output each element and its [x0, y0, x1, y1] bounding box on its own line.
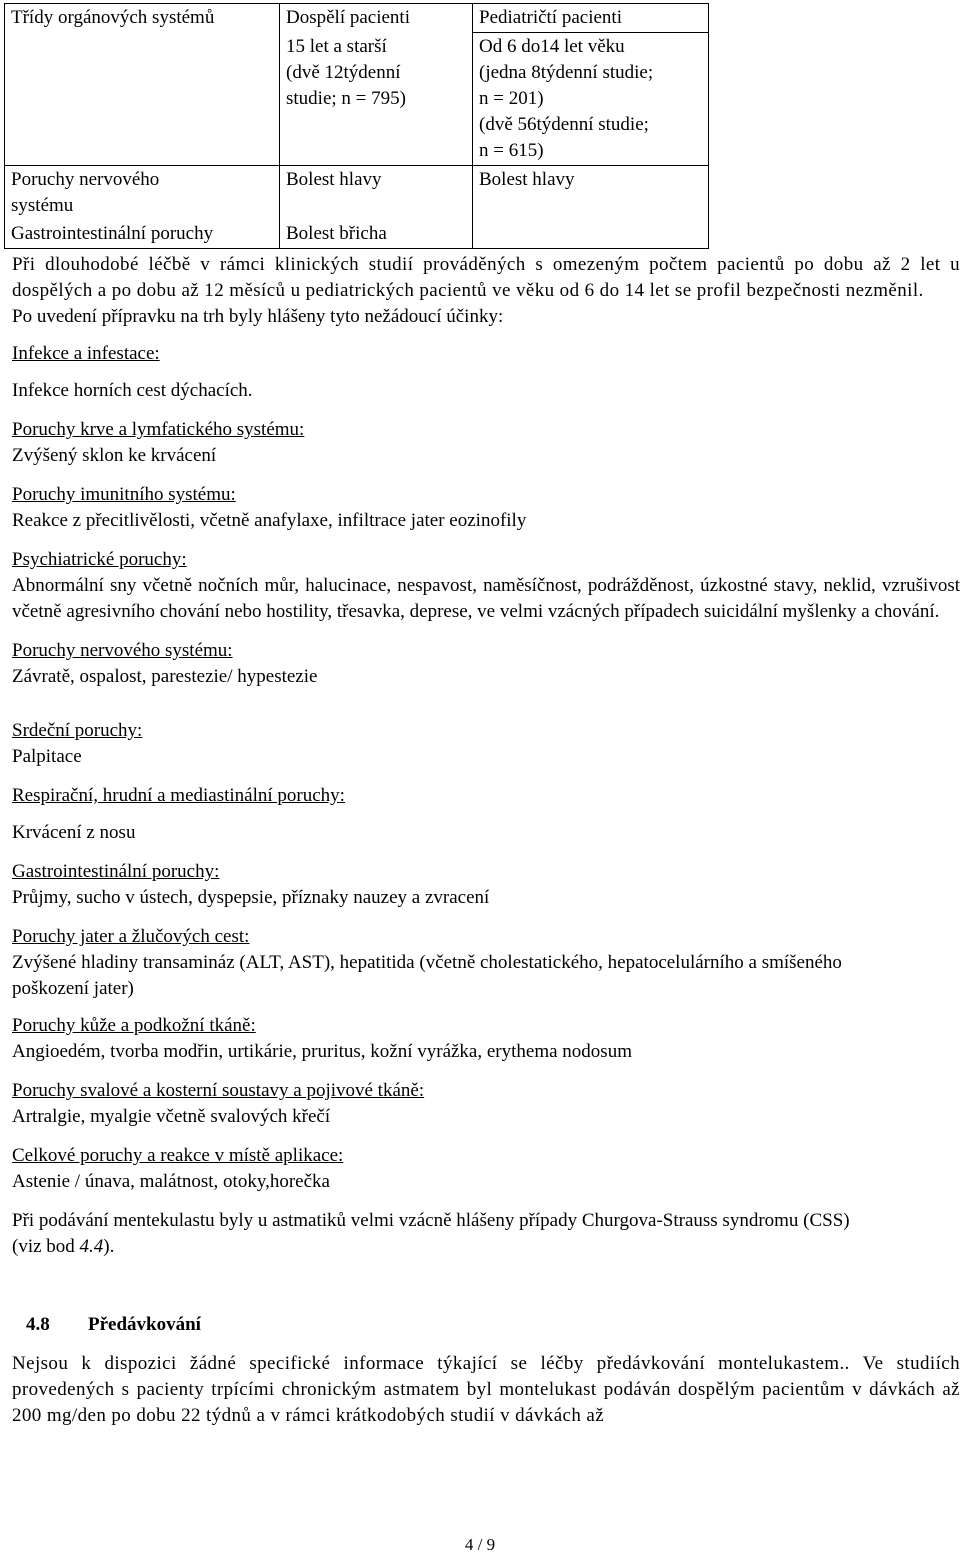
soc-heading: Poruchy imunitního systému:: [12, 484, 236, 505]
soc-text: Krvácení z nosu: [12, 822, 136, 843]
row-adult-effect: [280, 220, 473, 249]
row-pediatric-effect: [473, 220, 709, 249]
soc-text: Abnormální sny včetně nočních můr, halucinace, nespavost, naměsíčnost, podrážděnost, úzkostné stavy, neklid, vzrušivost včetně agresivního chování nebo hostility, třesavka, deprese, ve velmi vzácných případech suicidální myšlenky a chování.: [12, 575, 960, 622]
css-note-tail: ).: [103, 1236, 115, 1257]
section-number: 4.8: [26, 1314, 50, 1335]
soc-heading: Celkové poruchy a reakce v místě aplikace:: [12, 1145, 344, 1166]
soc-heading: Psychiatrické poruchy:: [12, 549, 187, 570]
subheader-pediatric-line: n = 201): [479, 88, 544, 109]
row-pediatric-effect-text: Bolest hlavy: [479, 169, 575, 190]
postmarketing-intro: Po uvedení přípravku na trh byly hlášeny tyto nežádoucí účinky:: [12, 306, 504, 327]
soc-text: Zvýšené hladiny transamináz (ALT, AST), hepatitida (včetně cholestatického, hepatocelulárního a smíšeného poškození jater): [12, 952, 842, 999]
soc-heading: Srdeční poruchy:: [12, 720, 143, 741]
css-note-text: Při podávání mentekulastu byly u astmatiků velmi vzácně hlášeny případy Churgova-Strauss syndromu (CSS) (viz bod: [12, 1210, 850, 1257]
soc-heading: Poruchy jater a žlučových cest:: [12, 926, 250, 947]
table-header-row: [5, 4, 709, 33]
header-adults: [280, 4, 473, 33]
soc-heading: Infekce a infestace:: [12, 343, 160, 364]
row-adult-effect-text: Bolest hlavy: [286, 169, 382, 190]
subheader-adults-line: studie; n = 795): [286, 87, 406, 109]
soc-text: Astenie / únava, malátnost, otoky,horečka: [12, 1171, 330, 1192]
page-number: 4 / 9: [464, 1535, 496, 1554]
soc-text: Artralgie, myalgie včetně svalových křečí: [12, 1106, 331, 1127]
section-heading: [12, 1312, 960, 1338]
table-row: [5, 220, 709, 249]
header-organ-class-text: Třídy orgánových systémů: [11, 7, 215, 28]
section-title: Předávkování: [88, 1314, 201, 1335]
section-text: Nejsou k dispozici žádné specifické informace týkající se léčby předávkování montelukastem.. Ve studiích provedených s pacienty trpícími chronickým astmatem byl montelukast podáván dospělým pacientům v dávkách až 200 mg/den po dobu 22 týdnů a v rámci krátkodobých studií v dávkách až: [12, 1353, 960, 1426]
subheader-pediatric-line: (jedna 8týdenní studie;: [479, 62, 654, 83]
header-pediatric-text: Pediatričtí pacienti: [479, 7, 622, 28]
subheader-pediatric-line: (dvě 56týdenní studie;: [479, 114, 649, 135]
subheader-adults-line: (dvě 12týdenní: [286, 61, 401, 83]
soc-text: Palpitace: [12, 746, 82, 767]
subheader-pediatric: [473, 33, 709, 166]
row-adult-effect-text: Bolest břicha: [286, 223, 387, 244]
css-note-reference: 4.4: [79, 1236, 104, 1257]
row-organ-class: [5, 220, 280, 249]
table-subheader-row: [5, 33, 709, 166]
soc-heading: Poruchy krve a lymfatického systému:: [12, 419, 305, 440]
subheader-pediatric-line: Od 6 do14 let věku: [479, 36, 625, 57]
soc-text: Infekce horních cest dýchacích.: [12, 380, 253, 401]
soc-heading: Poruchy kůže a podkožní tkáně:: [12, 1015, 256, 1036]
header-pediatric: [473, 4, 709, 33]
row-adult-effect: [280, 166, 473, 221]
soc-text: Angioedém, tvorba modřin, urtikárie, pruritus, kožní vyrážka, erythema nodosum: [12, 1041, 632, 1062]
soc-heading: Poruchy svalové a kosterní soustavy a pojivové tkáně:: [12, 1080, 425, 1101]
soc-text: Reakce z přecitlivělosti, včetně anafylaxe, infiltrace jater eozinofily: [12, 510, 527, 531]
adverse-events-table: [4, 3, 709, 249]
long-term-paragraph: Při dlouhodobé léčbě v rámci klinických studií prováděných s omezeným počtem pacientů po dobu až 2 let u dospělých a po dobu až 12 měsíců u pediatrických pacientů ve věku od 6 do 14 let se profil bezpečnosti nezměnil.: [12, 254, 960, 301]
soc-heading: Respirační, hrudní a mediastinální poruchy:: [12, 785, 345, 806]
row-organ-class-line: systému: [11, 195, 74, 216]
soc-text: Zvýšený sklon ke krvácení: [12, 445, 217, 466]
soc-heading: Poruchy nervového systému:: [12, 640, 233, 661]
row-organ-class-line: Poruchy nervového: [11, 169, 160, 190]
row-pediatric-effect: [473, 166, 709, 221]
header-organ-class: [5, 4, 280, 33]
row-organ-class-line: Gastrointestinální poruchy: [11, 223, 214, 244]
header-adults-text: Dospělí pacienti: [286, 7, 410, 28]
subheader-pediatric-line: n = 615): [479, 140, 544, 161]
row-organ-class: [5, 166, 280, 221]
css-note: [12, 1208, 872, 1260]
subheader-adults-line: 15 let a starší: [286, 35, 387, 57]
soc-text: Průjmy, sucho v ústech, dyspepsie, příznaky nauzey a zvracení: [12, 887, 490, 908]
subheader-empty-cell: [5, 33, 280, 166]
subheader-adults: [280, 33, 473, 166]
soc-heading: Gastrointestinální poruchy:: [12, 861, 220, 882]
soc-text: Závratě, ospalost, parestezie/ hypestezie: [12, 666, 318, 687]
table-row: [5, 166, 709, 221]
document-body: [12, 252, 960, 1429]
